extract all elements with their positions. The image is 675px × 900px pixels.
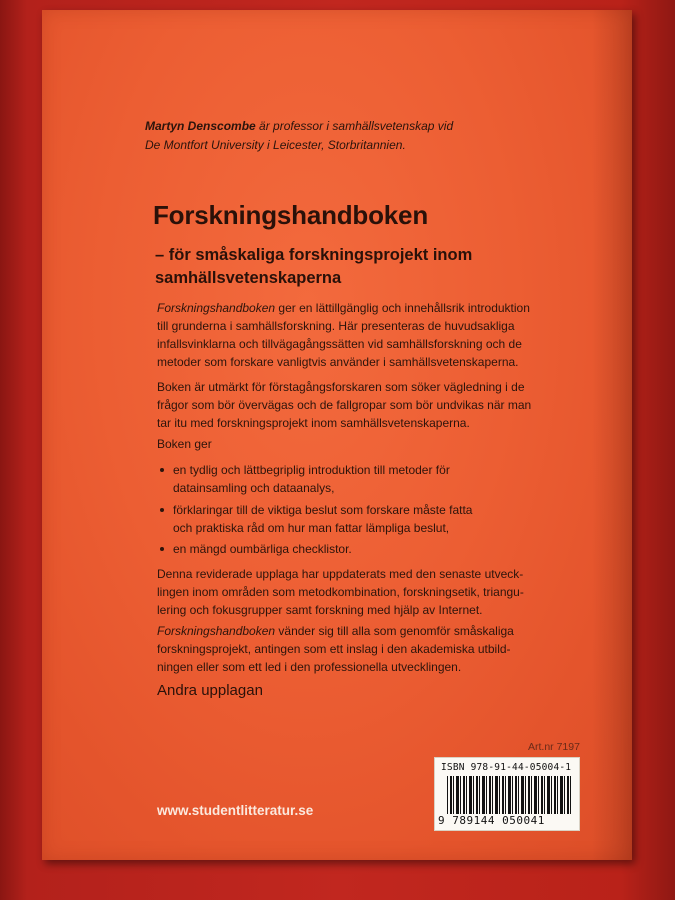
barcode-digits: 9 789144 050041 (438, 814, 578, 828)
author-bio-line2: De Montfort University i Leicester, Storbritannien. (145, 138, 406, 152)
publisher-website: www.studentlitteratur.se (157, 803, 314, 818)
intro-line2: till grunderna i samhällsforskning. Här presenteras de huvudsakliga (157, 319, 515, 333)
subtitle-line2: samhällsvetenskaperna (155, 269, 342, 287)
intro-line4: metoder som forskare vanligtvis använder i samhällsvetenskaperna. (157, 355, 519, 369)
revision-line2: lingen inom områden som metodkombination, forskningsetik, triangu- (157, 585, 524, 599)
target-line2: forskningsprojekt, antingen som ett inslag i den akademiska utbild- (157, 642, 511, 656)
audience-line1: Boken är utmärkt för förstagångsforskaren som söker vägledning i de (157, 380, 525, 394)
target-italic-title: Forskningshandboken (157, 624, 276, 638)
revision-line1: Denna reviderade upplaga har uppdaterats med den senaste utveck- (157, 567, 524, 581)
intro-line3: infallsvinklarna och tillvägagångssätten vid samhällsforskning och de (157, 337, 522, 351)
isbn-number: ISBN 978-91-44-05004-1 (441, 762, 572, 773)
article-number: Art.nr 7197 (528, 741, 580, 753)
isbn-barcode-label (434, 757, 580, 831)
author-bio-line1: är professor i samhällsvetenskap vid (255, 119, 454, 133)
book-title: Forskningshandboken (153, 200, 429, 230)
audience-paragraph (157, 378, 597, 432)
author-bio (145, 117, 575, 155)
bullet-line: datainsamling och dataanalys, (173, 481, 335, 495)
boken-ger-heading: Boken ger (157, 437, 212, 451)
audience-line2: frågor som bör övervägas och de fallgropar som bör undvikas när man (157, 398, 532, 412)
bullet-line: förklaringar till de viktiga beslut som forskare måste fatta (173, 503, 473, 517)
bullet-dot-icon (160, 508, 164, 512)
revision-paragraph (157, 565, 597, 619)
target-paragraph (157, 622, 597, 676)
revision-line3: lering och fokusgrupper samt forskning med hjälp av Internet. (157, 603, 483, 617)
target-line1: vänder sig till alla som genomför småskaliga (275, 624, 514, 638)
intro-paragraph (157, 299, 597, 371)
bullet-dot-icon (160, 468, 164, 472)
bullet-dot-icon (160, 547, 164, 551)
audience-line3: tar itu med forskningsprojekt inom samhällsvetenskaperna. (157, 416, 470, 430)
target-line3: ningen eller som ett led i den professionella utvecklingen. (157, 660, 462, 674)
book-subtitle (155, 244, 585, 290)
bullet-line: en tydlig och lättbegriplig introduktion till metoder för (173, 463, 450, 477)
subtitle-line1: – för småskaliga forskningsprojekt inom (155, 246, 473, 264)
intro-line1: ger en lättillgänglig och innehållsrik introduktion (275, 301, 530, 315)
edition-label: Andra upplagan (157, 682, 263, 699)
bullet-line: en mängd oumbärliga checklistor. (173, 542, 352, 556)
author-name: Martyn Denscombe (145, 119, 256, 133)
bullet-line: och praktiska råd om hur man fattar lämpliga beslut, (173, 521, 450, 535)
intro-italic-title: Forskningshandboken (157, 301, 276, 315)
